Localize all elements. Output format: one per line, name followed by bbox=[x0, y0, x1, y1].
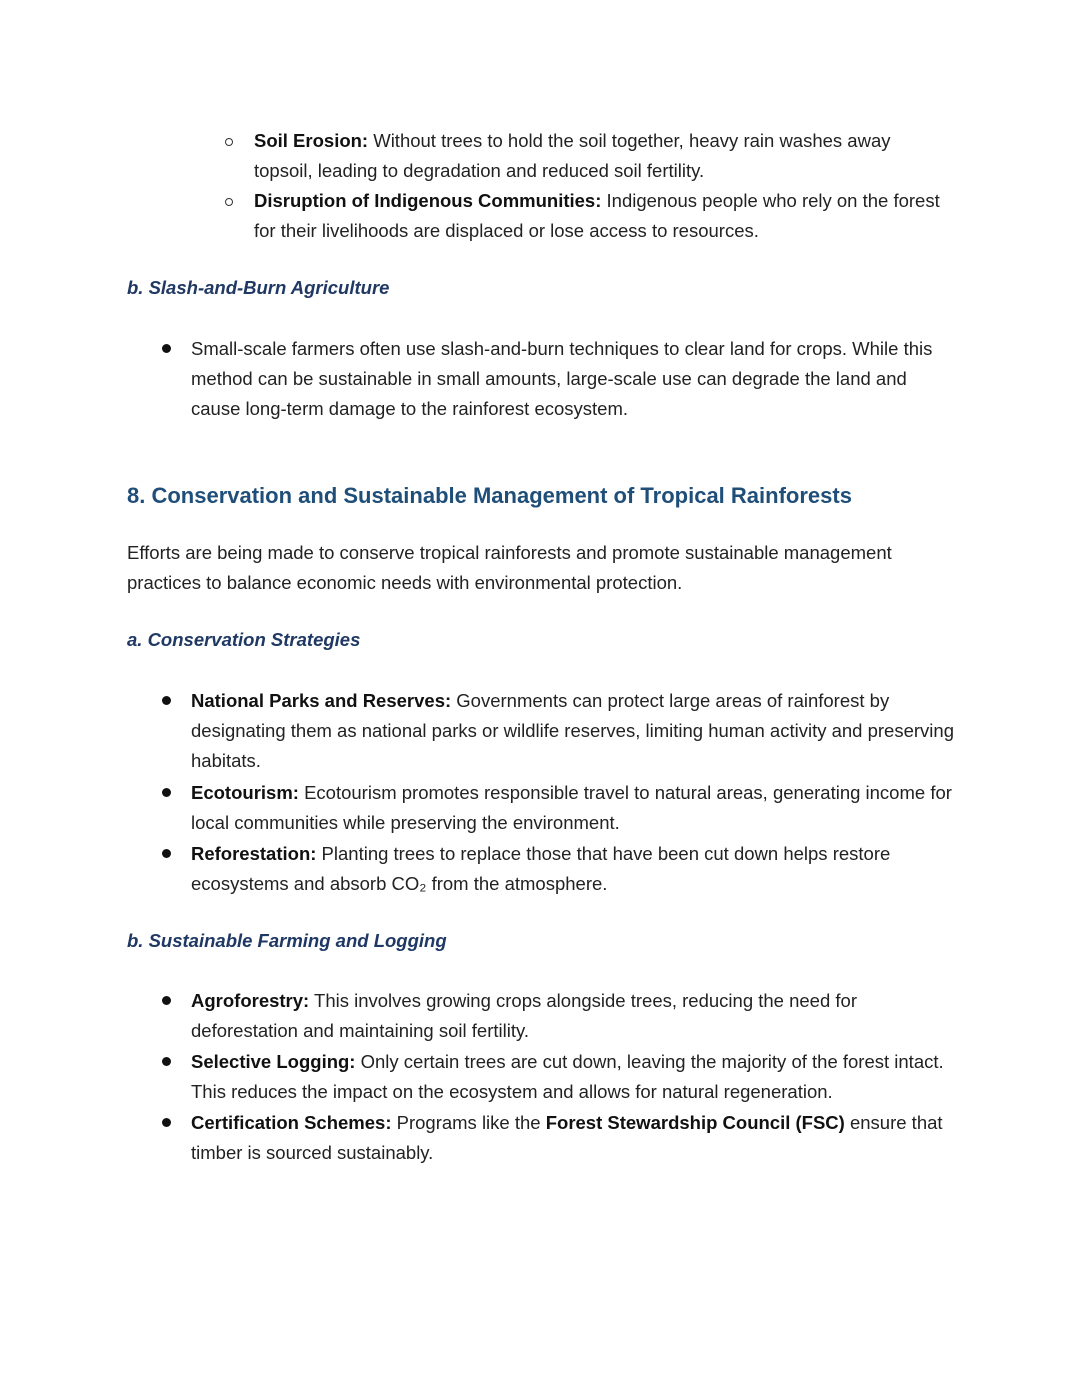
list-item bbox=[191, 839, 961, 899]
bullet-icon bbox=[162, 696, 171, 705]
bullet-icon bbox=[162, 344, 171, 353]
bullet-icon bbox=[162, 849, 171, 858]
bullet-icon bbox=[162, 996, 171, 1005]
list-item bbox=[191, 1047, 961, 1107]
list-item bbox=[254, 126, 954, 186]
item-text: Small-scale farmers often use slash-and-burn techniques to clear land for crops. While this method can be sustainable in small amounts, large-scale use can degrade the land and cause long-term damage to the rainforest ecosystem. bbox=[191, 338, 933, 419]
impacts-sub-list bbox=[254, 126, 954, 246]
bullet-icon bbox=[162, 788, 171, 797]
bullet-icon bbox=[162, 1118, 171, 1127]
item-term: Certification Schemes: bbox=[191, 1112, 392, 1133]
list-item bbox=[254, 186, 954, 246]
bullet-icon bbox=[162, 1057, 171, 1066]
slash-burn-list bbox=[191, 334, 961, 424]
item-term: Agroforestry: bbox=[191, 990, 310, 1011]
sustainable-list bbox=[191, 986, 961, 1168]
list-item bbox=[191, 1108, 961, 1168]
item-text: Programs like the bbox=[391, 1112, 546, 1133]
list-item bbox=[191, 334, 961, 424]
slash-burn-heading: b. Slash-and-Burn Agriculture bbox=[127, 277, 390, 298]
item-text: Ecotourism promotes responsible travel to natural areas, generating income for local communities while preserving the environment. bbox=[191, 782, 952, 833]
conservation-heading: a. Conservation Strategies bbox=[127, 629, 361, 650]
item-text: Planting trees to replace those that have been cut down helps restore ecosystems and absorb CO₂ from the atmosphere. bbox=[191, 843, 891, 894]
hollow-bullet-icon bbox=[225, 198, 233, 206]
list-item bbox=[191, 778, 961, 838]
item-term: Soil Erosion: bbox=[254, 130, 369, 151]
item-text: Only certain trees are cut down, leaving the majority of the forest intact. This reduces the impact on the ecosystem and allows for natural regeneration. bbox=[191, 1051, 944, 1102]
list-item bbox=[191, 686, 961, 776]
item-text: Governments can protect large areas of rainforest by designating them as national parks or wildlife reserves, limiting human activity and preserving habitats. bbox=[191, 690, 954, 771]
section-heading: 8. Conservation and Sustainable Management of Tropical Rainforests bbox=[127, 483, 852, 508]
section-intro: Efforts are being made to conserve tropical rainforests and promote sustainable management practices to balance economic needs with environmental protection. bbox=[127, 542, 892, 593]
item-text: ensure that timber is sourced sustainably. bbox=[191, 1112, 943, 1163]
hollow-bullet-icon bbox=[225, 138, 233, 146]
item-text: Indigenous people who rely on the forest for their livelihoods are displaced or lose access to resources. bbox=[254, 190, 940, 241]
item-text: Without trees to hold the soil together, heavy rain washes away topsoil, leading to degradation and reduced soil fertility. bbox=[254, 130, 891, 181]
item-text: This involves growing crops alongside trees, reducing the need for deforestation and maintaining soil fertility. bbox=[191, 990, 857, 1041]
item-term: Ecotourism: bbox=[191, 782, 299, 803]
item-term: Selective Logging: bbox=[191, 1051, 356, 1072]
conservation-list bbox=[191, 686, 961, 899]
list-item bbox=[191, 986, 961, 1046]
sustainable-heading: b. Sustainable Farming and Logging bbox=[127, 930, 447, 951]
item-term-org: Forest Stewardship Council (FSC) bbox=[545, 1112, 845, 1133]
item-term: Disruption of Indigenous Communities: bbox=[254, 190, 602, 211]
item-term: Reforestation: bbox=[191, 843, 317, 864]
item-term: National Parks and Reserves: bbox=[191, 690, 452, 711]
